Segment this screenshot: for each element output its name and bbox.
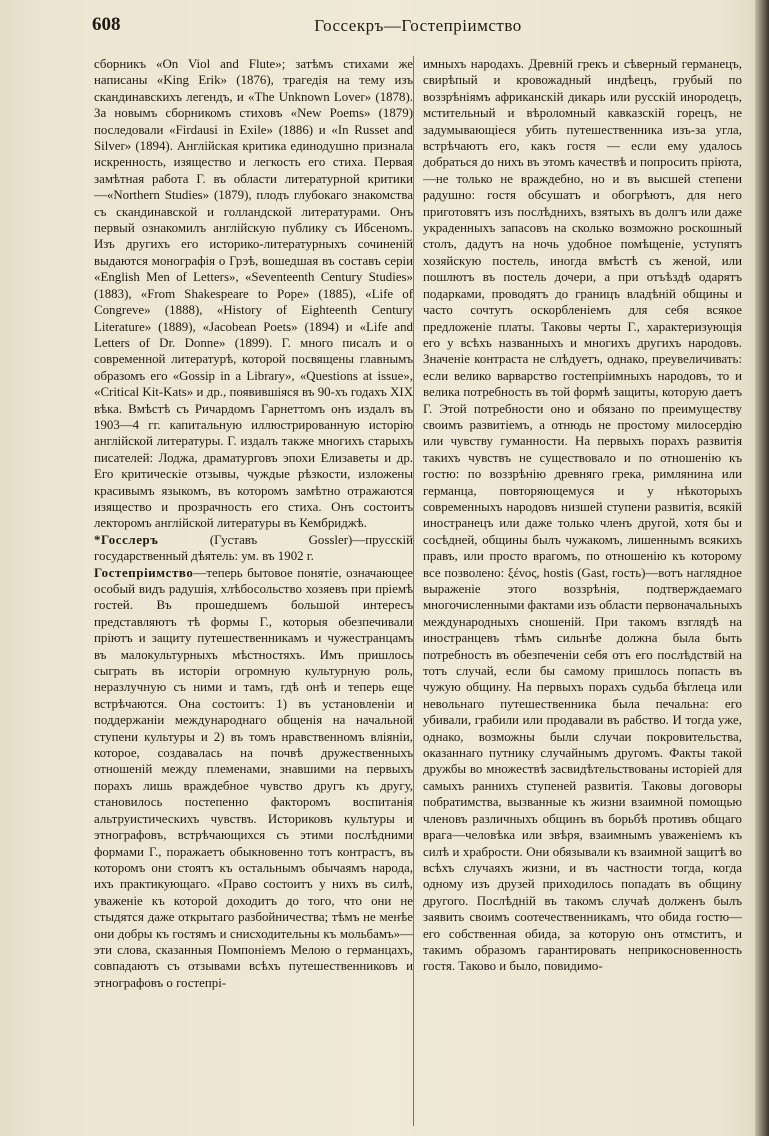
entry-hospitality-continued: имныхъ народахъ. Древній грекъ и сѣверный германецъ, свирѣпый и кровожадный индѣецъ, грубый по воззрѣніямъ африканскій дикарь или русскій инородецъ, мстительный и вѣроломный кавказскій горецъ, не задумывающіеся убить путешественника изъ-за угла, встрѣчаютъ его, какъ гостя — если ему удалось добраться до нихъ въ этомъ качествѣ и попросить пріюта,—не только не враждебно, но и въ высшей степени радушно: гостя обсушатъ и обогрѣютъ, для него приготовятъ изъ послѣднихъ, взятыхъ въ долгъ или даже украденныхъ запасовъ на сколько возможно роскошный столъ, дадутъ на ночь удобное помѣщеніе, уступятъ хозяйскую постель, иногда вмѣстѣ съ женой, или пошлютъ въ постель дочери, а при отъѣздѣ одарятъ подарками, проводятъ до границъ владѣній общины и часто сочтутъ оскорбленіемъ для себя всякое предложеніе платы. Таковы черты Г., характеризующія его у всѣхъ названныхъ и многихъ другихъ народовъ. Значеніе контраста не слѣдуетъ, однако, преувеличивать: если велико варварство гостепріимныхъ народовъ, то и велика потребность въ той формѣ защиты, которую даетъ Г. Этой потребности оно и обязано по преимуществу своимъ развитіемъ, а отнюдь не простому милосердію или чувству гуманности. На первыхъ порахъ развитія такихъ чувствъ не существовало и по отношенію къ гостю: по воззрѣнію древняго грека, римлянина или германца, повторяющемуся и у нѣкоторыхъ современныхъ народовъ низшей ступени развитія, всякій иностранецъ или даже только членъ другой, хотя бы и сосѣдней, общины былъ чужакомъ, лишеннымъ всякихъ правъ, или просто врагомъ, по отношенію къ которому все позволено: ξένος, hostis (Gast, гость)—вотъ наглядное выраженіе этого воззрѣнія, подтверждаемаго многочисленными фактами изъ области первоначальныхъ международныхъ сношеній. При такомъ взглядѣ на иностранцевъ тѣмъ сильнѣе должна была быть потребность въ обезпеченіи себя отъ его послѣдствій на тотъ случай, если бы самому пришлось попасть въ чужую общину. На первыхъ порахъ судьба бѣглеца или невольнаго путешественника была печальна: его убивали, грабили или продавали въ рабство. И тогда уже, однако, возможны были случаи покровительства, оказаннаго путнику случайнымъ другомъ. Факты такой дружбы во множествѣ засвидѣтельствованы исторіей для самыхъ раннихъ ступеней развитія. Таковы договоры побратимства, вызванные къ жизни взаимной помощью членовъ различныхъ общинъ въ борьбѣ противъ общаго врага—человѣка или звѣря, взаимнымъ уваженіемъ къ силѣ и храбрости. Они обязывали къ взаимной защитѣ во всѣхъ случаяхъ жизни, и въ частности тогда, когда одному изъ друзей приходилось попадать въ общину другого. Послѣдній въ такомъ случаѣ долженъ былъ заявить своимъ соотечественникамъ, что обида гостю—его собственная обида, за которую онъ отмститъ, и такимъ образомъ гарантировать неприкосновенность гостя. Таково и было, повидимо-: [423, 57, 742, 974]
entry-text: —теперь бытовое понятіе, означающее особый видъ радушія, хлѣбосольство хозяевъ при пріемѣ гостей. Въ прошедшемъ большой интересъ представляютъ тѣ формы Г., которыя обезпечивали пріютъ и защиту путешественникамъ и чужестранцамъ въ малокультурныхъ мѣстностяхъ. Имъ пришлось сыграть въ исторіи огромную культурную роль, неразлучную съ ними и тамъ, гдѣ онѣ и теперь еще встрѣчаются. Она состоитъ: 1) въ установленіи и поддержаніи международнаго общенія на начальной ступени культуры и 2) въ томъ нравственномъ вліяніи, которое, создавалась на почвѣ дружественныхъ отношеній между племенами, знавшими на первыхъ порахъ лишь враждебное чувство другъ къ другу, становилось постепенно факторомъ воспитанія альтруистическихъ чувствъ. Историковъ культуры и этнографовъ, встрѣчающихся съ этими послѣдними формами Г., поражаетъ обыкновенно тотъ контрастъ, въ которомъ они стоятъ къ остальнымъ обычаямъ народа, ихъ практикующаго. «Право состоитъ у нихъ въ силѣ, уваженіе къ которой доходитъ до того, что они не стыдятся даже открытаго разбойничества; тѣмъ не менѣе они добры къ гостямъ и снисходительны къ мольбамъ»—эти слова, сказанныя Помпоніемъ Мелою о германцахъ, совпадаютъ съ отзывами всѣхъ путешественниковъ и этнографовъ о гостепрі-: [94, 565, 413, 990]
page-edge-shadow: [755, 0, 769, 1136]
entry-hospitality: [94, 565, 413, 992]
left-column: [94, 56, 413, 991]
article-continuation: сборникъ «On Viol and Flute»; затѣмъ стихами же написаны «King Erik» (1876), трагедія на тему изъ скандинавскихъ легендъ, и «The Unknown Lover» (1878). За новымъ сборникомъ стиховъ «New Poems» (1879) последовали «Firdausi in Exile» (1886) и «In Russet and Silver» (1894). Англійская критика единодушно признала искренность, изящество и легкость его стиха. Первая замѣтная работа Г. въ области литературной критики—«Northern Studies» (1879), плодъ глубокаго знакомства съ скандинавской и голландской литературами. Онъ первый ознакомилъ англійскую публику съ Ибсеномъ. Изъ другихъ его историко-литературныхъ сочиненій выдаются монографія о Грэѣ, вошедшая въ составъ серіи «English Men of Letters», «Seventeenth Century Studies» (1883), «From Shakespeare to Pope» (1885), «Life of Congreve» (1888), «History of Eighteenth Century Literature» (1889), «Jacobean Poets» (1894) и «Life and Letters of Dr. Donne» (1899). Г. много писалъ и о современной литературѣ, которой посвящены главнымъ образомъ его «Gossip in a Library», «Questions at issue», «Critical Kit-Kats» и др., появившіяся въ 90-хъ годахъ XIX вѣка. Вмѣстѣ съ Ричардомъ Гарнеттомъ онъ издалъ въ 1903—4 гг. капитальную иллюстрированную исторію англійской литературы. Г. издалъ также многихъ старыхъ писателей: Лоджа, драматурговъ эпохи Елизаветы и др. Его критическіе отзывы, чуждые рѣзкости, изложены красивымъ языкомъ, въ которомъ замѣтно отражаются изящество и прозрачность его стиха. Онъ состоитъ лекторомъ англійской литературы въ Кембриджѣ.: [94, 57, 413, 531]
entry-text: (Густавъ Gossler)—прусскій государственный дѣятель: ум. въ 1902 г.: [94, 532, 413, 564]
entry-gossler: [94, 532, 413, 565]
right-column: [423, 56, 742, 975]
column-divider: [413, 56, 414, 1126]
entry-headword: Гостепріимство: [94, 565, 194, 580]
page-header: [92, 14, 744, 42]
running-title: Госсекръ—Гостепріимство: [314, 16, 522, 35]
page-number: 608: [92, 14, 121, 35]
entry-headword: *Госслеръ: [94, 532, 159, 547]
